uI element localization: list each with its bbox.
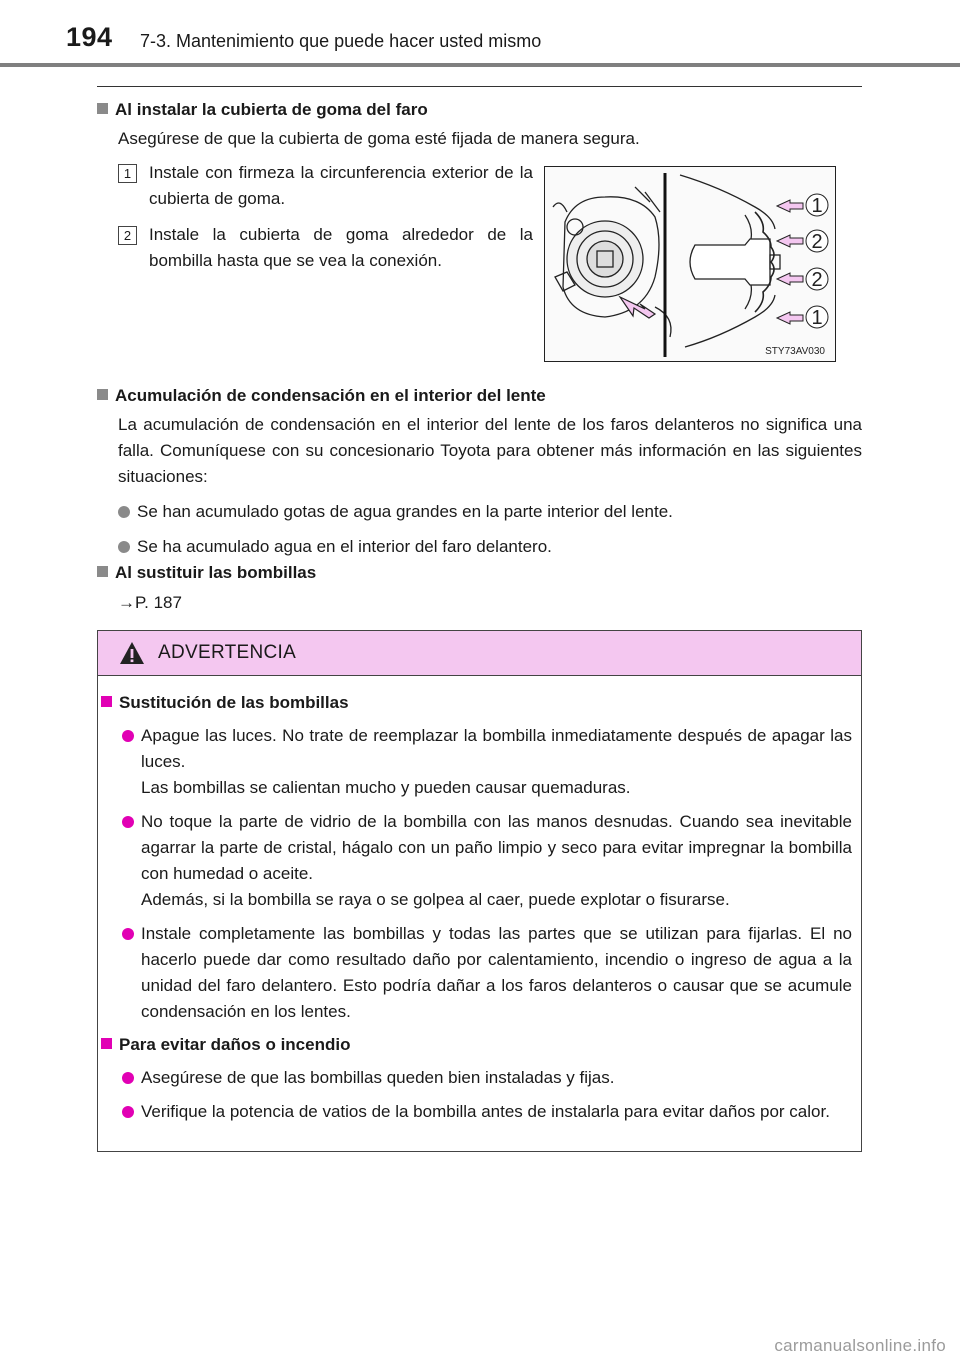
bullet-text: Asegúrese de que las bombillas queden bien instaladas y fijas. xyxy=(141,1068,615,1087)
footer-watermark: carmanualsonline.info xyxy=(774,1336,946,1355)
condensation-heading xyxy=(97,384,862,408)
warning-group-heading xyxy=(101,1033,852,1057)
condensation-text: La acumulación de condensación en el interior del lente de los faros delanteros no significa una falla. Comuníquese con su concesionario Toyota para obtener más información en las siguientes situaciones: xyxy=(118,415,862,486)
step-text: Instale la cubierta de goma alrededor de la bombilla hasta que se vea la conexión. xyxy=(149,225,533,270)
bullet-text: Verifique la potencia de vatios de la bombilla antes de instalarla para evitar daños por calor. xyxy=(141,1102,830,1121)
bullet-icon xyxy=(122,928,134,940)
bullet-text: Instale completamente las bombillas y todas las partes que se utilizan para fijarlas. El no hacerlo puede dar como resultado daño por calentamiento, incendio o ingreso de agua a la unidad del faro delantero. Esto podría dañar a los faros delanteros o causar que se acumule condensación en los lentes. xyxy=(141,924,852,1021)
bullet-line: Las bombillas se calientan mucho y pueden causar quemaduras. xyxy=(141,778,631,797)
square-marker-icon xyxy=(97,566,108,577)
page-header xyxy=(0,0,960,70)
condensation-bullet xyxy=(97,534,862,560)
replace-title: Al sustituir las bombillas xyxy=(115,563,317,582)
replace-heading xyxy=(97,561,862,585)
callout-label: 2 xyxy=(811,269,823,291)
figure-code: STY73AV030 xyxy=(765,346,825,357)
warning-bullet xyxy=(101,921,852,1025)
bullet-icon xyxy=(118,506,130,518)
square-marker-icon xyxy=(101,1038,112,1049)
bullet-icon xyxy=(122,730,134,742)
callout-label: 2 xyxy=(811,231,823,253)
bullet-icon xyxy=(122,816,134,828)
header-rule xyxy=(0,63,960,67)
headlight-figure xyxy=(544,166,836,362)
warning-bullet xyxy=(101,1065,852,1091)
condensation-section xyxy=(97,384,862,560)
step-number: 1 xyxy=(118,164,137,183)
warning-body xyxy=(98,691,861,1125)
bullet-line: No toque la parte de vidrio de la bombilla con las manos desnudas. Cuando sea inevitable agarrar la parte de cristal, hágalo con un paño limpio y seco para evitar impregnar la bombilla con humedad o aceite. xyxy=(141,812,852,883)
bullet-icon xyxy=(122,1106,134,1118)
warning-bullet xyxy=(101,809,852,913)
condensation-bullet xyxy=(97,499,862,525)
step-number: 2 xyxy=(118,226,137,245)
rubber-cover-title: Al instalar la cubierta de goma del faro xyxy=(115,100,428,119)
warning-box xyxy=(97,630,862,1152)
warning-group-title: Para evitar daños o incendio xyxy=(119,1035,351,1054)
warning-group-title: Sustitución de las bombillas xyxy=(119,693,349,712)
bullet-icon xyxy=(122,1072,134,1084)
condensation-title: Acumulación de condensación en el interior del lente xyxy=(115,386,546,405)
top-rule xyxy=(97,86,862,87)
warning-header xyxy=(98,631,861,676)
bullet-text: Se han acumulado gotas de agua grandes en la parte interior del lente. xyxy=(137,502,673,521)
page-reference-link[interactable]: →P. 187 xyxy=(118,593,182,612)
square-marker-icon xyxy=(97,389,108,400)
warning-triangle-icon xyxy=(119,641,145,665)
callout-arrows xyxy=(777,200,803,324)
warning-bullet xyxy=(101,723,852,801)
square-marker-icon xyxy=(101,696,112,707)
callout-label: 1 xyxy=(811,307,823,329)
rubber-cover-heading xyxy=(97,98,862,122)
bullet-text: Se ha acumulado agua en el interior del faro delantero. xyxy=(137,537,552,556)
headlight-illustration xyxy=(545,167,835,361)
callout-label: 1 xyxy=(811,195,823,217)
bullet-line: Apague las luces. No trate de reemplazar la bombilla inmediatamente después de apagar las luces. xyxy=(141,726,852,771)
warning-group-heading xyxy=(101,691,852,715)
rubber-cover-text: Asegúrese de que la cubierta de goma esté fijada de manera segura. xyxy=(118,129,640,148)
section-title: 7-3. Mantenimiento que puede hacer usted mismo xyxy=(140,31,542,51)
warning-title: ADVERTENCIA xyxy=(158,642,297,663)
bullet-line: Además, si la bombilla se raya o se golpea al caer, puede explotar o fisurarse. xyxy=(141,890,730,909)
page-number: 194 xyxy=(66,22,113,52)
bullet-text xyxy=(141,809,852,913)
replace-section xyxy=(97,561,862,616)
square-marker-icon xyxy=(97,103,108,114)
warning-bullet xyxy=(101,1099,852,1125)
step-text: Instale con firmeza la circunferencia exterior de la cubierta de goma. xyxy=(149,163,533,208)
bullet-icon xyxy=(118,541,130,553)
bullet-text xyxy=(141,723,852,801)
